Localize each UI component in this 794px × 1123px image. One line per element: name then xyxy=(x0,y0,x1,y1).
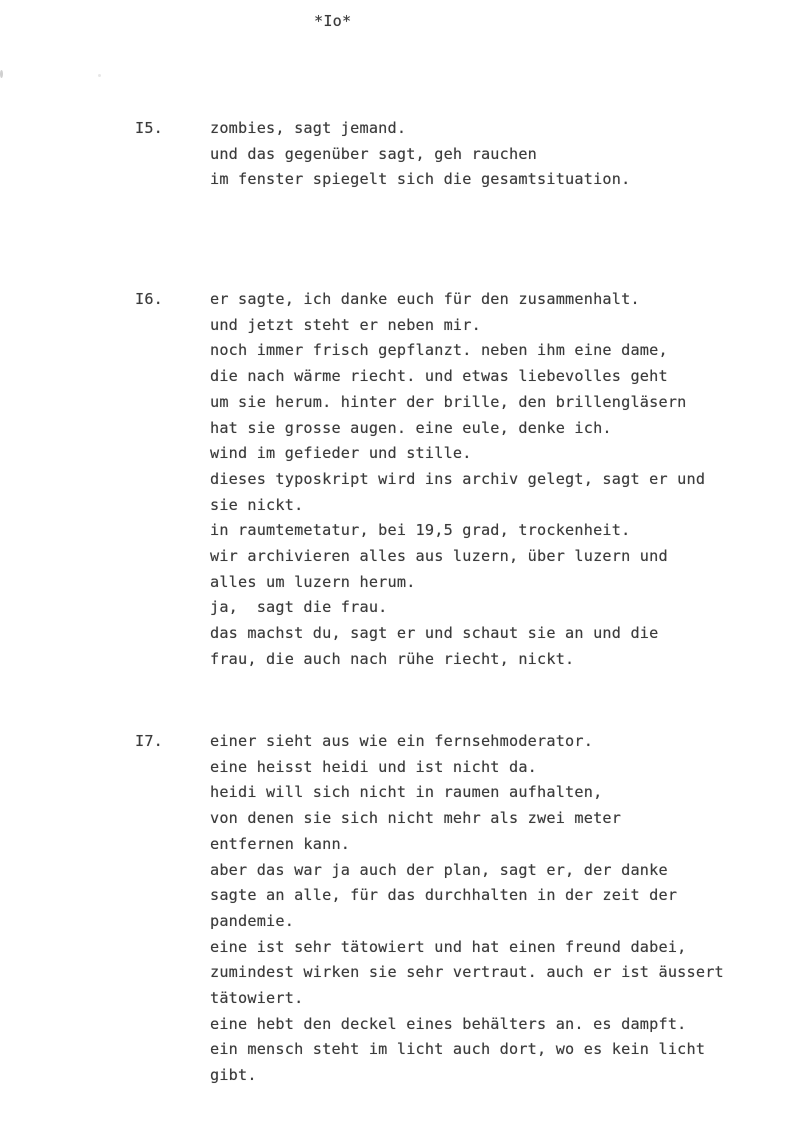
verse-line: die nach wärme riecht. und etwas liebevolles geht xyxy=(210,367,668,386)
verse-line: alles um luzern herum. xyxy=(210,572,416,591)
verse-line: und das gegenüber sagt, geh rauchen xyxy=(210,144,538,163)
poem-section-16 xyxy=(0,287,794,673)
verse-line: hat sie grosse augen. eine eule, denke ich. xyxy=(210,418,612,437)
verse-line: pandemie. xyxy=(210,911,295,930)
verse-lines xyxy=(210,729,794,1089)
scan-artifact xyxy=(98,74,101,77)
verse-line: wir archivieren alles aus luzern, über luzern und xyxy=(210,547,668,566)
section-marker: I5. xyxy=(135,119,164,137)
verse-line: im fenster spiegelt sich die gesamtsituation. xyxy=(210,170,631,189)
page-number: *Io* xyxy=(314,12,352,30)
scan-artifact xyxy=(0,70,3,78)
verse-line: eine heisst heidi und ist nicht da. xyxy=(210,757,538,776)
poem-section-15 xyxy=(0,116,794,193)
verse-line: gibt. xyxy=(210,1066,257,1085)
verse-line: noch immer frisch gepflanzt. neben ihm eine dame, xyxy=(210,341,668,360)
verse-line: er sagte, ich danke euch für den zusammenhalt. xyxy=(210,290,640,308)
verse-lines xyxy=(210,287,794,673)
verse-line: sagte an alle, für das durchhalten in der zeit der xyxy=(210,886,678,905)
section-marker: I6. xyxy=(135,290,164,308)
verse-line: wind im gefieder und stille. xyxy=(210,444,472,463)
verse-line: ja, sagt die frau. xyxy=(210,598,388,617)
verse-line: frau, die auch nach rühe riecht, nickt. xyxy=(210,649,575,668)
verse-line: das machst du, sagt er und schaut sie an und die xyxy=(210,624,659,643)
verse-line: eine hebt den deckel eines behälters an. es dampft. xyxy=(210,1014,687,1033)
verse-line: heidi will sich nicht in raumen aufhalten, xyxy=(210,783,603,802)
verse-lines xyxy=(210,116,794,193)
section-marker: I7. xyxy=(135,732,164,750)
verse-line: dieses typoskript wird ins archiv gelegt, sagt er und xyxy=(210,469,706,488)
verse-line: ein mensch steht im licht auch dort, wo es kein licht xyxy=(210,1040,706,1059)
verse-line: aber das war ja auch der plan, sagt er, der danke xyxy=(210,860,668,879)
verse-line: zombies, sagt jemand. xyxy=(210,119,407,137)
verse-line: sie nickt. xyxy=(210,495,304,514)
verse-line: zumindest wirken sie sehr vertraut. auch er ist äussert xyxy=(210,963,724,982)
verse-line: einer sieht aus wie ein fernsehmoderator. xyxy=(210,732,594,750)
verse-line: in raumtemetatur, bei 19,5 grad, trockenheit. xyxy=(210,521,631,540)
verse-line: eine ist sehr tätowiert und hat einen freund dabei, xyxy=(210,937,687,956)
verse-line: um sie herum. hinter der brille, den brillengläsern xyxy=(210,392,687,411)
verse-line: tätowiert. xyxy=(210,989,304,1008)
verse-line: und jetzt steht er neben mir. xyxy=(210,315,481,334)
verse-line: entfernen kann. xyxy=(210,834,351,853)
poem-section-17 xyxy=(0,729,794,1089)
verse-line: von denen sie sich nicht mehr als zwei meter xyxy=(210,809,622,828)
